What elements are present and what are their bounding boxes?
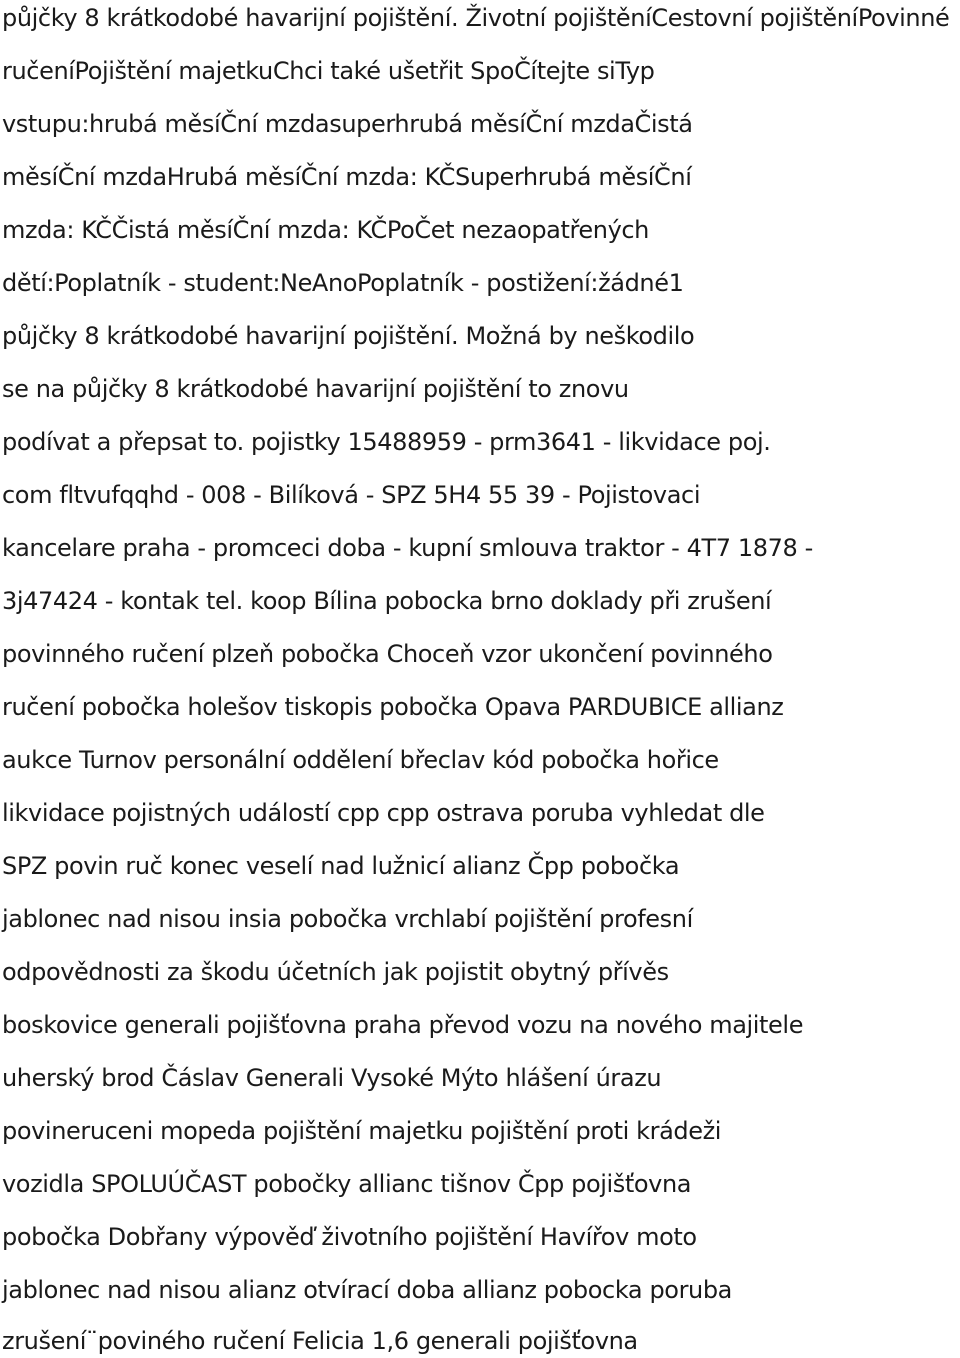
text-line: jablonec nad nisou insia pobočka vrchlabí pojištění profesní [2, 905, 693, 933]
text-line: povineruceni mopeda pojištění majetku pojištění proti krádeži [2, 1117, 722, 1145]
text-line: půjčky 8 krátkodobé havarijní pojištění. Životní pojištěníCestovní pojištěníPovinné [2, 4, 950, 32]
text-line: se na půjčky 8 krátkodobé havarijní pojištění to znovu [2, 375, 629, 403]
text-line: dětí:Poplatník - student:NeAnoPoplatník - postižení:žádné1 [2, 269, 684, 297]
text-line: ručení pobočka holešov tiskopis pobočka Opava PARDUBICE allianz [2, 693, 784, 721]
text-line: uherský brod Čáslav Generali Vysoké Mýto hlášení úrazu [2, 1064, 662, 1092]
text-line: měsíČní mzdaHrubá měsíČní mzda: KČSuperhrubá měsíČní [2, 163, 692, 191]
text-line: SPZ povin ruč konec veselí nad lužnicí alianz Čpp pobočka [2, 852, 680, 880]
text-line: likvidace pojistných událostí cpp cpp ostrava poruba vyhledat dle [2, 799, 765, 827]
text-line: aukce Turnov personální oddělení břeclav kód pobočka hořice [2, 746, 719, 774]
text-line: odpovědnosti za škodu účetních jak pojistit obytný přívěs [2, 958, 669, 986]
text-line: 3j47424 - kontak tel. koop Bílina pobocka brno doklady při zrušení [2, 587, 772, 615]
text-line: vstupu:hrubá měsíČní mzdasuperhrubá měsíČní mzdaČistá [2, 110, 693, 138]
text-line: jablonec nad nisou alianz otvírací doba allianz pobocka poruba [2, 1276, 732, 1304]
text-line: ručeníPojištění majetkuChci také ušetřit SpoČítejte siTyp [2, 57, 655, 85]
text-line: vozidla SPOLUÚČAST pobočky allianc tišnov Čpp pojišťovna [2, 1170, 692, 1198]
text-line: pobočka Dobřany výpověď životního pojištění Havířov moto [2, 1223, 697, 1251]
text-line: podívat a přepsat to. pojistky 15488959 - prm3641 - likvidace poj. [2, 428, 771, 456]
text-line: kancelare praha - promceci doba - kupní smlouva traktor - 4T7 1878 - [2, 534, 813, 562]
text-line: zrušení¨poviného ručení Felicia 1,6 generali pojišťovna [2, 1327, 638, 1355]
text-line: půjčky 8 krátkodobé havarijní pojištění. Možná by neškodilo [2, 322, 695, 350]
text-line: com fltvufqqhd - 008 - Bilíková - SPZ 5H4 55 39 - Pojistovaci [2, 481, 701, 509]
text-line: boskovice generali pojišťovna praha převod vozu na nového majitele [2, 1011, 804, 1039]
text-line: mzda: KČČistá měsíČní mzda: KČPoČet nezaopatřených [2, 216, 649, 244]
text-line: povinného ručení plzeň pobočka Choceň vzor ukončení povinného [2, 640, 773, 668]
